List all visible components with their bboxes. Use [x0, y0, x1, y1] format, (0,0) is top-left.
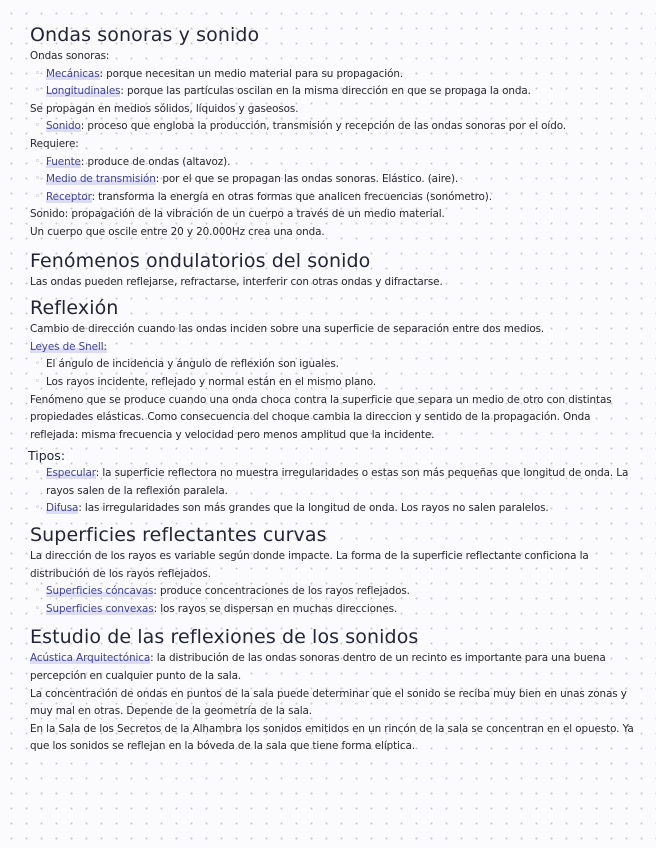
bullet-mecanicas [30, 66, 644, 84]
term-especular: Especular [46, 467, 96, 480]
section-title-superficies: Superficies reflectantes curvas [30, 524, 327, 547]
alhambra-paragraph: En la Sala de los Secretos de la Alhambra los sonidos emitidos en un rincón de la sala se concentran en el opuesto. Ya que los sonidos se reflejan en la bóveda de la sala que tiene forma elíptica. [30, 722, 634, 753]
term-convexas: Superficies convexas [46, 602, 154, 615]
tipos-heading: Tipos: [28, 448, 66, 464]
text-especular: : la superficie reflectora no muestra irregularidades o estas son más pequeñas que longitud de onda. La rayos salen de la reflexión paralela. [46, 467, 629, 497]
reflexion-paragraph: Fenómeno que se produce cuando una onda choca contra la superficie que separa un medio de otro con distintas propiedades elásticas. Como consecuencia del choque cambia la direccion y sentido de la propagación. Onda reflejada: misma frecuencia y velocidad pero menos amplitud que la incidente. [30, 393, 612, 441]
text-receptor: : transforma la energía en otras formas que analicen frecuencias (sonómetro). [91, 190, 492, 203]
requiere-line: Requiere: [30, 137, 79, 150]
section-title-ondas: Ondas sonoras y sonido [30, 24, 260, 46]
reflexion-definition: Cambio de dirección cuando las ondas inciden sobre una superficie de separación entre dos medios. [30, 323, 545, 336]
text-concavas: : produce concentraciones de los rayos reflejados. [153, 585, 410, 598]
term-longitudinales: Longitudinales [46, 85, 121, 98]
bullet-convexas [30, 601, 644, 619]
bullet-ley-1: ◦ El ángulo de incidencia y ángulo de reflexión son iguales. [30, 356, 644, 374]
bullet-receptor [30, 189, 644, 207]
term-difusa: Difusa [46, 502, 79, 515]
text-difusa: : las irregularidades son más grandes que la longitud de onda. Los rayos no salen paralelos. [78, 502, 549, 515]
section-title-fenomenos: Fenómenos ondulatorios del sonido [30, 249, 371, 272]
bullet-concavas [30, 583, 644, 601]
propagation-line: Se propagan en medios sólidos, líquidos y gaseosos. [30, 102, 299, 115]
superficies-paragraph: La dirección de los rayos es variable según donde impacte. La forma de la superficie reflectante conficiona la distribución de los rayos reflejados. [30, 550, 589, 580]
text-sonido: : proceso que engloba la producción, transmisión y recepción de las ondas sonoras por el oído. [80, 120, 566, 133]
intro-line: Ondas sonoras: [30, 50, 110, 62]
acustica-paragraph [30, 650, 644, 685]
text-mecanicas: : porque necesitan un medio material para su propagación. [99, 67, 404, 80]
bullet-fuente [30, 154, 644, 172]
oscillation-line: Un cuerpo que oscile entre 20 y 20.000Hz crea una onda. [30, 225, 325, 238]
term-concavas: Superficies cóncavas [46, 585, 154, 598]
text-acustica: : la distribución de las ondas sonoras dentro de un recinto es importante para una buena percepción en cualquier punto de la sala. [30, 652, 606, 683]
term-acustica: Acústica Arquitectónica [30, 652, 151, 665]
fenomenos-text: Las ondas pueden reflejarse, refractarse, interferir con otras ondas y difractarse. [30, 275, 443, 288]
section-title-reflexion: Reflexión [30, 297, 119, 320]
text-medio: : por el que se propagan las ondas sonoras. Elástico. (aire). [155, 173, 459, 186]
bullet-longitudinales [30, 83, 644, 101]
bullet-ley-2: ◦ Los rayos incidente, reflejado y normal están en el mismo plano. [30, 374, 644, 392]
concentracion-paragraph: La concentración de ondas en puntos de la sala puede determinar que el sonido se reciba muy bien en unas zonas y muy mal en otras. Depende de la geometría de la sala. [30, 687, 627, 718]
snell-heading [30, 339, 644, 357]
term-medio: Medio de transmisión [46, 173, 156, 186]
bullet-difusa [30, 500, 644, 518]
term-sonido: Sonido [46, 120, 81, 133]
section-title-estudio: Estudio de las reflexiones de los sonidos [30, 626, 419, 649]
term-receptor: Receptor [46, 190, 92, 203]
snell-label: Leyes de Snell: [30, 340, 107, 353]
text-longitudinales: : porque las partículas oscilan en la misma dirección en que se propaga la onda. [120, 85, 531, 98]
text-fuente: : produce de ondas (altavoz). [80, 155, 231, 168]
term-fuente: Fuente [46, 155, 81, 168]
sonido-definition: Sonido: propagación de la vibración de un cuerpo a través de un medio material. [30, 208, 445, 221]
term-mecanicas: Mecánicas [46, 67, 100, 80]
bullet-especular [30, 465, 644, 500]
text-convexas: : los rayos se dispersan en muchas direcciones. [153, 602, 398, 615]
bullet-sonido [30, 118, 644, 136]
bullet-medio [30, 171, 644, 189]
